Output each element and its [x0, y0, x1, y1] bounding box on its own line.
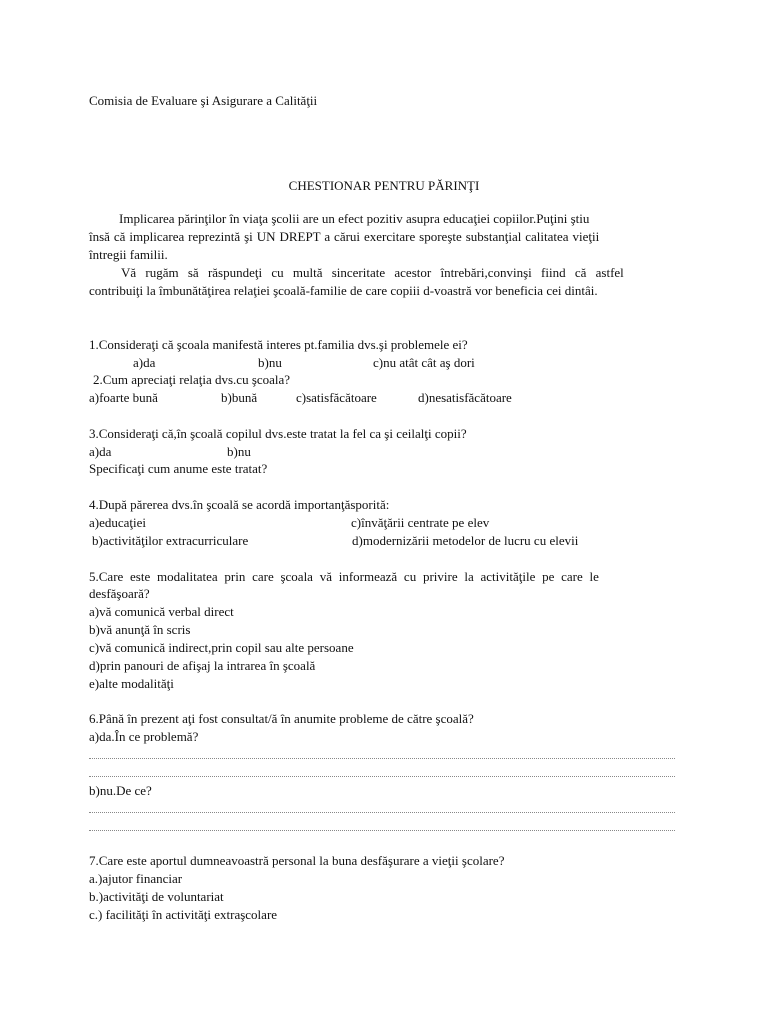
q2-option-c: c)satisfăcătoare — [296, 390, 377, 405]
answer-dotted-line — [89, 758, 675, 759]
question-7: 7.Care este aportul dumneavoastră personal la buna desfăşurare a vieţii şcolare? — [89, 853, 505, 868]
q2-option-b: b)bună — [221, 390, 258, 405]
intro-line: întregii familii. — [89, 247, 168, 262]
intro-line: însă că implicarea reprezintă şi UN DREPT a cărui exercitare sporeşte substanţial calitatea vieţii — [89, 229, 600, 244]
q7-option-b: b.)activităţi de voluntariat — [89, 889, 224, 904]
q4-option-c: c)învăţării centrate pe elev — [351, 515, 490, 530]
q5-option-a: a)vă comunică verbal direct — [89, 604, 234, 619]
answer-dotted-line — [89, 776, 675, 777]
q5-option-d: d)prin panouri de afişaj la intrarea în şcoală — [89, 658, 316, 673]
answer-dotted-line — [89, 830, 675, 831]
q1-option-b: b)nu — [258, 355, 282, 370]
q3-option-b: b)nu — [227, 444, 251, 459]
q5-option-e: e)alte modalităţi — [89, 676, 174, 691]
q7-option-c: c.) facilităţi în activităţi extraşcolare — [89, 907, 278, 922]
q5-option-c: c)vă comunică indirect,prin copil sau alte persoane — [89, 640, 354, 655]
q4-option-d: d)modernizării metodelor de lucru cu elevii — [352, 533, 579, 548]
intro-line: Vă rugăm să răspundeţi cu multă sinceritate acestor întrebări,convinşi fiind că astfel — [121, 265, 624, 280]
answer-dotted-line — [89, 812, 675, 813]
intro-line: contribuiţi la îmbunătăţirea relaţiei şcoală-familie de care copiii d-voastră vor beneficia cei dintâi. — [89, 283, 598, 298]
q6-option-a: a)da.În ce problemă? — [89, 729, 199, 744]
q1-option-a: a)da — [133, 355, 156, 370]
question-2: 2.Cum apreciaţi relaţia dvs.cu şcoala? — [93, 372, 291, 387]
question-3: 3.Consideraţi că,în şcoală copilul dvs.este tratat la fel ca şi ceilalţi copii? — [89, 426, 467, 441]
commission-header: Comisia de Evaluare şi Asigurare a Calităţii — [89, 93, 318, 108]
question-5: 5.Care este modalitatea prin care şcoala vă informează cu privire la activităţile pe care le — [89, 569, 599, 584]
question-6: 6.Până în prezent aţi fost consultat/ă în anumite probleme de către şcoală? — [89, 711, 474, 726]
question-4: 4.După părerea dvs.în şcoală se acordă importanţăsporită: — [89, 497, 390, 512]
q2-option-a: a)foarte bună — [89, 390, 158, 405]
question-5-cont: desfăşoară? — [89, 586, 150, 601]
q1-option-c: c)nu atât cât aş dori — [373, 355, 475, 370]
q3-option-a: a)da — [89, 444, 112, 459]
intro-line: Implicarea părinţilor în viaţa şcolii are un efect pozitiv asupra educaţiei copiilor.Puţini ştiu — [119, 211, 590, 226]
q4-option-a: a)educaţiei — [89, 515, 147, 530]
q4-option-b: b)activităţilor extracurriculare — [92, 533, 249, 548]
q6-option-b: b)nu.De ce? — [89, 783, 152, 798]
q5-option-b: b)vă anunţă în scris — [89, 622, 191, 637]
question-1: 1.Consideraţi că şcoala manifestă interes pt.familia dvs.şi problemele ei? — [89, 337, 468, 352]
document-title: CHESTIONAR PENTRU PĂRINŢI — [288, 178, 480, 193]
q2-option-d: d)nesatisfăcătoare — [418, 390, 512, 405]
q3-followup: Specificaţi cum anume este tratat? — [89, 461, 268, 476]
q7-option-a: a.)ajutor financiar — [89, 871, 183, 886]
